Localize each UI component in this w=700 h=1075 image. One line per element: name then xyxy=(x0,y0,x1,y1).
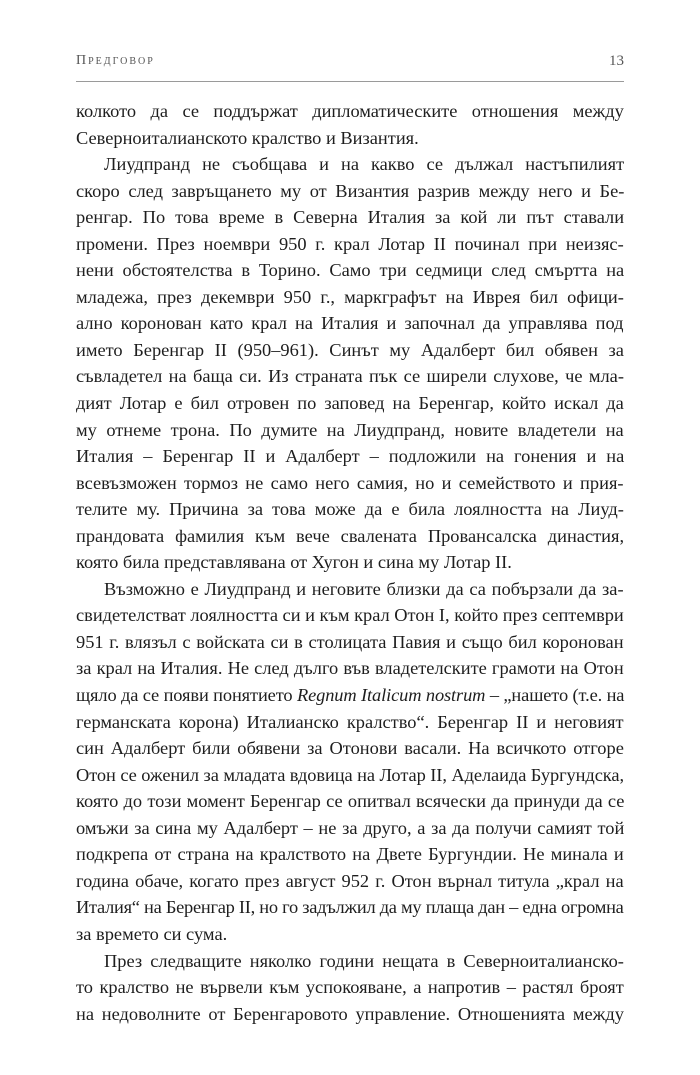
text-line: прандовата фамилия към вече свалената Провансалска династия, xyxy=(76,525,625,546)
running-head xyxy=(76,53,624,82)
text-line: омъжи за сина му Адалберт – не за друго, а за да получи самият той xyxy=(76,817,625,838)
text-line: ренгар. По това време в Северна Италия за кой ли път ставали xyxy=(76,207,625,228)
paragraph-2 xyxy=(76,151,624,576)
text-line: През следващите няколко години нещата в Северноиталианско- xyxy=(104,950,624,971)
text-line: колкото да се поддържат дипломатическите отношения между xyxy=(76,101,624,121)
text-line: всевъзможен тормоз не само него самия, но и семейството и прия- xyxy=(76,472,624,493)
text-line: ално коронован като крал на Италия и започнал да управлява под xyxy=(76,313,624,334)
text-line: му отнеме трона. По думите на Лиудпранд, новите владетели на xyxy=(76,419,624,440)
paragraph-3 xyxy=(76,576,624,948)
text-line: то кралство не вървели към успокояване, а напротив – растял броят xyxy=(76,977,624,998)
text-line: скоро след завръщането му от Византия разрив между него и Бе- xyxy=(76,180,625,201)
text-line-with-italic xyxy=(76,682,624,709)
text-line: Италия – Беренгар II и Адалберт – подложили на гонения и на xyxy=(76,446,625,467)
text-line: промени. През ноември 950 г. крал Лотар II починал при неизяс- xyxy=(76,233,624,254)
text-line: която до този момент Беренгар се опитвал всячески да принуди да се xyxy=(76,791,625,812)
latin-phrase: Regnum Italicum nostrum xyxy=(296,685,486,706)
text-line: която била представлявана от Хугон и сина му Лотар II. xyxy=(76,552,512,573)
text-line: германската корона) Италианско кралство“. Беренгар II и неговият xyxy=(76,711,624,732)
running-title: Предговор xyxy=(76,53,155,68)
text-line: Възможно е Лиудпранд и неговите близки да са побързали да за- xyxy=(104,578,624,599)
text-line: син Адалберт били обявени за Отонови васали. На всичкото отгоре xyxy=(76,738,624,759)
page-number: 13 xyxy=(609,53,624,69)
text-line: за крал на Италия. Не след дълго във владетелските грамоти на Отон xyxy=(76,658,624,679)
text-line: нени обстоятелства в Торино. Само три седмици след смъртта на xyxy=(76,260,625,281)
text-line: дият Лотар е бил отровен по заповед на Беренгар, който искал да xyxy=(76,393,624,414)
text-line: подкрепа от страна на кралството на Двете Бургундии. Не минала и xyxy=(76,844,624,865)
text-line: съвладетел на баща си. Из страната пък се ширели слухове, че мла- xyxy=(76,366,624,387)
text-line: 951 г. влязъл с войската си в столицата Павия и също бил коронован xyxy=(76,631,624,652)
italic-line-suffix: – „нашето (т.е. на xyxy=(485,685,625,706)
body-text xyxy=(76,98,624,1027)
text-line: Лиудпранд не съобщава и на какво се дължал настъпилият xyxy=(104,154,625,175)
text-line: Северноиталианското кралство и Византия. xyxy=(76,127,419,148)
text-line: година обаче, когато през август 952 г. Отон върнал титула „крал на xyxy=(76,870,624,891)
text-line: на недоволните от Беренгаровото управление. Отношенията между xyxy=(76,1003,624,1024)
text-line: за времето си сума. xyxy=(76,923,228,944)
text-line: телите му. Причина за това може да е била лоялността на Лиуд- xyxy=(76,499,624,520)
text-line: младежа, през декември 950 г., маркграфът на Иврея бил офици- xyxy=(76,286,624,307)
text-line: Италия“ на Беренгар II, но го задължил да му плаща дан – една огромна xyxy=(76,897,624,918)
text-line: Отон се оженил за младата вдовица на Лотар II, Аделаида Бургундска, xyxy=(76,764,624,785)
paragraph-4 xyxy=(76,948,624,1028)
text-line: свидетелстват лоялността си и към крал Отон I, който през септември xyxy=(76,605,624,626)
paragraph-1 xyxy=(76,98,624,151)
text-line: името Беренгар II (950–961). Синът му Адалберт бил обявен за xyxy=(76,339,624,360)
italic-line-prefix: щяло да се появи понятието xyxy=(76,685,297,706)
